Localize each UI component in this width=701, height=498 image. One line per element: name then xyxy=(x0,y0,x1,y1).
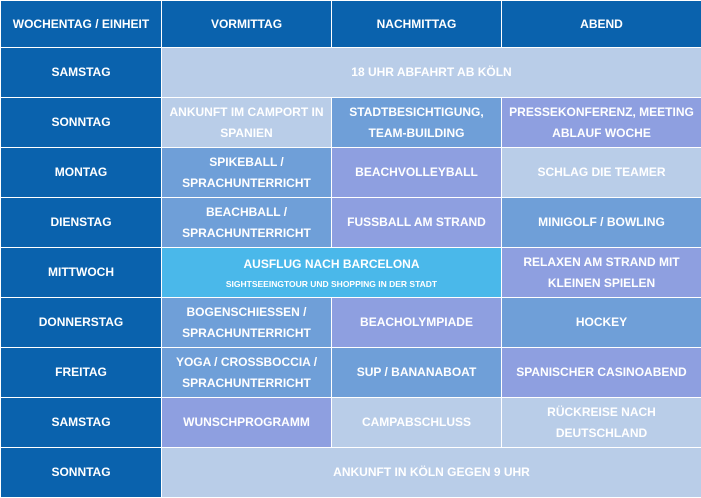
table-row xyxy=(1,298,701,348)
table-row xyxy=(1,398,701,448)
day-cell: MITTWOCH xyxy=(1,248,162,298)
afternoon-cell: BEACHOLYMPIADE xyxy=(332,298,502,348)
evening-cell: PRESSEKONFERENZ, MEETING ABLAUF WOCHE xyxy=(502,98,701,148)
afternoon-cell: SUP / BANANABOAT xyxy=(332,348,502,398)
table-row xyxy=(1,98,701,148)
day-cell: DIENSTAG xyxy=(1,198,162,248)
afternoon-cell: FUSSBALL AM STRAND xyxy=(332,198,502,248)
header-evening: ABEND xyxy=(502,1,701,48)
day-cell: SAMSTAG xyxy=(1,398,162,448)
evening-cell: HOCKEY xyxy=(502,298,701,348)
excursion-cell xyxy=(162,248,502,298)
table-row xyxy=(1,248,701,298)
full-day-cell: ANKUNFT IN KÖLN GEGEN 9 UHR xyxy=(162,448,701,498)
evening-cell: RELAXEN AM STRAND MIT KLEINEN SPIELEN xyxy=(502,248,701,298)
afternoon-cell: BEACHVOLLEYBALL xyxy=(332,148,502,198)
header-day: WOCHENTAG / EINHEIT xyxy=(1,1,162,48)
evening-cell: SPANISCHER CASINOABEND xyxy=(502,348,701,398)
morning-cell: WUNSCHPROGRAMM xyxy=(162,398,332,448)
excursion-subtitle: SIGHTSEEINGTOUR UND SHOPPING IN DER STADT xyxy=(166,277,497,291)
morning-cell: ANKUNFT IM CAMPORT IN SPANIEN xyxy=(162,98,332,148)
morning-cell: BEACHBALL / SPRACHUNTERRICHT xyxy=(162,198,332,248)
evening-cell: RÜCKREISE NACH DEUTSCHLAND xyxy=(502,398,701,448)
table-row xyxy=(1,198,701,248)
morning-cell: SPIKEBALL / SPRACHUNTERRICHT xyxy=(162,148,332,198)
morning-cell: BOGENSCHIESSEN / SPRACHUNTERRICHT xyxy=(162,298,332,348)
table-row xyxy=(1,348,701,398)
header-morning: VORMITTAG xyxy=(162,1,332,48)
day-cell: DONNERSTAG xyxy=(1,298,162,348)
table-row xyxy=(1,148,701,198)
evening-cell: SCHLAG DIE TEAMER xyxy=(502,148,701,198)
day-cell: SONNTAG xyxy=(1,448,162,498)
header-afternoon: NACHMITTAG xyxy=(332,1,502,48)
day-cell: FREITAG xyxy=(1,348,162,398)
afternoon-cell: STADTBESICHTIGUNG, TEAM-BUILDING xyxy=(332,98,502,148)
excursion-title: AUSFLUG NACH BARCELONA xyxy=(244,257,420,271)
morning-cell: YOGA / CROSSBOCCIA / SPRACHUNTERRICHT xyxy=(162,348,332,398)
table-row xyxy=(1,48,701,98)
day-cell: SAMSTAG xyxy=(1,48,162,98)
header-row xyxy=(1,1,701,48)
day-cell: SONNTAG xyxy=(1,98,162,148)
day-cell: MONTAG xyxy=(1,148,162,198)
full-day-cell: 18 UHR ABFAHRT AB KÖLN xyxy=(162,48,701,98)
evening-cell: MINIGOLF / BOWLING xyxy=(502,198,701,248)
afternoon-cell: CAMPABSCHLUSS xyxy=(332,398,502,448)
table-row xyxy=(1,448,701,498)
